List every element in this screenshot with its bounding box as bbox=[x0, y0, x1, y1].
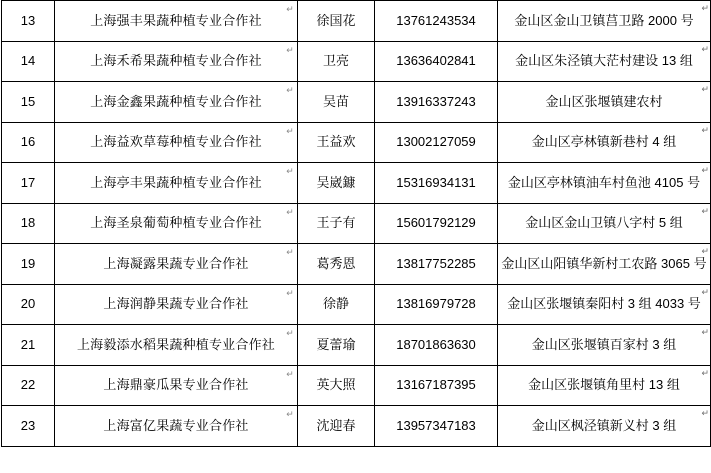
coop-name: 上海鼎豪瓜果专业合作社 bbox=[103, 377, 249, 393]
coop-name-cell bbox=[55, 284, 298, 325]
address: 金山区枫泾镇新义村 3 组 bbox=[531, 417, 677, 433]
table-row bbox=[2, 365, 711, 406]
address-cell bbox=[498, 365, 711, 406]
contact-person: 吴崴鏮 bbox=[316, 174, 356, 190]
coop-name: 上海益欢草莓种植专业合作社 bbox=[90, 134, 262, 150]
scan-artifact-icon: ↵ bbox=[701, 327, 709, 337]
row-index-cell bbox=[2, 41, 55, 82]
cooperatives-table bbox=[1, 0, 711, 447]
address: 金山区朱泾镇大茫村建设 13 组 bbox=[515, 53, 693, 69]
phone-cell bbox=[375, 1, 498, 42]
contact-person-cell bbox=[298, 82, 375, 123]
row-index: 22 bbox=[20, 377, 36, 393]
row-index: 16 bbox=[20, 134, 36, 150]
row-index-cell bbox=[2, 244, 55, 285]
contact-person: 王益欢 bbox=[316, 134, 356, 150]
phone-cell bbox=[375, 325, 498, 366]
coop-name: 上海强丰果蔬种植专业合作社 bbox=[90, 12, 262, 28]
row-index-cell bbox=[2, 82, 55, 123]
phone-number: 15601792129 bbox=[396, 215, 476, 231]
contact-person: 葛秀恩 bbox=[316, 255, 356, 271]
phone-number: 13916337243 bbox=[396, 93, 476, 109]
phone-cell bbox=[375, 163, 498, 204]
table-row bbox=[2, 1, 711, 42]
scan-artifact-icon: ↵ bbox=[286, 368, 294, 379]
coop-name: 上海富亿果蔬专业合作社 bbox=[103, 417, 249, 433]
contact-person: 卫亮 bbox=[322, 53, 349, 69]
phone-number: 18701863630 bbox=[396, 336, 476, 352]
scan-artifact-icon: ↵ bbox=[286, 287, 294, 298]
coop-name-cell bbox=[55, 365, 298, 406]
scan-artifact-icon: ↵ bbox=[701, 3, 709, 13]
scan-artifact-icon: ↵ bbox=[701, 205, 709, 216]
table-row bbox=[2, 406, 711, 447]
contact-person-cell bbox=[298, 325, 375, 366]
table-row bbox=[2, 122, 711, 163]
phone-number: 13002127059 bbox=[396, 134, 476, 150]
contact-person-cell bbox=[298, 406, 375, 447]
scan-artifact-icon: ↵ bbox=[286, 328, 294, 338]
row-index: 17 bbox=[20, 174, 36, 190]
scan-artifact-icon: ↵ bbox=[701, 246, 709, 256]
contact-person: 英大照 bbox=[316, 377, 356, 393]
coop-name-cell bbox=[55, 122, 298, 163]
address: 金山区张堰镇建农村 bbox=[545, 93, 663, 109]
address-cell bbox=[498, 1, 711, 42]
scan-artifact-icon: ↵ bbox=[286, 206, 294, 217]
scan-artifact-icon: ↵ bbox=[701, 124, 709, 135]
phone-cell bbox=[375, 244, 498, 285]
row-index: 18 bbox=[20, 215, 36, 231]
coop-name-cell bbox=[55, 163, 298, 204]
address-cell bbox=[498, 82, 711, 123]
table-row bbox=[2, 41, 711, 82]
phone-number: 13817752285 bbox=[396, 255, 476, 271]
address: 金山区金山卫镇八字村 5 组 bbox=[525, 215, 683, 231]
contact-person-cell bbox=[298, 163, 375, 204]
phone-number: 13167187395 bbox=[396, 377, 476, 393]
row-index-cell bbox=[2, 284, 55, 325]
contact-person-cell bbox=[298, 284, 375, 325]
scan-artifact-icon: ↵ bbox=[701, 43, 709, 54]
contact-person-cell bbox=[298, 1, 375, 42]
phone-cell bbox=[375, 82, 498, 123]
coop-name-cell bbox=[55, 41, 298, 82]
contact-person-cell bbox=[298, 203, 375, 244]
contact-person: 王子有 bbox=[316, 215, 356, 231]
address-cell bbox=[498, 284, 711, 325]
coop-name-cell bbox=[55, 244, 298, 285]
contact-person-cell bbox=[298, 244, 375, 285]
address: 金山区山阳镇华新村工农路 3065 号 bbox=[501, 255, 707, 271]
phone-cell bbox=[375, 41, 498, 82]
table-row bbox=[2, 284, 711, 325]
table-body bbox=[2, 1, 711, 447]
phone-number: 15316934131 bbox=[396, 174, 476, 190]
table-row bbox=[2, 244, 711, 285]
scan-artifact-icon: ↵ bbox=[701, 367, 709, 378]
coop-name-cell bbox=[55, 325, 298, 366]
coop-name: 上海禾希果蔬种植专业合作社 bbox=[90, 53, 262, 69]
address-cell bbox=[498, 406, 711, 447]
coop-name: 上海亭丰果蔬种植专业合作社 bbox=[90, 174, 262, 190]
phone-cell bbox=[375, 203, 498, 244]
contact-person-cell bbox=[298, 122, 375, 163]
address: 金山区张堰镇百家村 3 组 bbox=[531, 336, 677, 352]
contact-person: 夏蕾瑜 bbox=[316, 336, 356, 352]
address-cell bbox=[498, 203, 711, 244]
contact-person: 徐静 bbox=[322, 296, 349, 312]
table-row bbox=[2, 325, 711, 366]
row-index: 23 bbox=[20, 417, 36, 433]
address: 金山区张堰镇秦阳村 3 组 4033 号 bbox=[507, 296, 701, 312]
contact-person: 沈迎春 bbox=[316, 417, 356, 433]
coop-name-cell bbox=[55, 1, 298, 42]
scan-artifact-icon: ↵ bbox=[701, 84, 709, 94]
scan-artifact-icon: ↵ bbox=[286, 85, 294, 95]
phone-cell bbox=[375, 406, 498, 447]
address-cell bbox=[498, 325, 711, 366]
row-index-cell bbox=[2, 163, 55, 204]
address: 金山区张堰镇角里村 13 组 bbox=[528, 377, 680, 393]
scan-artifact-icon: ↵ bbox=[286, 247, 294, 257]
coop-name-cell bbox=[55, 82, 298, 123]
scan-artifact-icon: ↵ bbox=[286, 409, 294, 419]
scan-artifact-icon: ↵ bbox=[701, 286, 709, 297]
row-index: 20 bbox=[20, 296, 36, 312]
address-cell bbox=[498, 41, 711, 82]
contact-person: 吴苗 bbox=[322, 93, 349, 109]
scan-artifact-icon: ↵ bbox=[286, 44, 294, 55]
address: 金山区亭林镇新巷村 4 组 bbox=[531, 134, 677, 150]
table-row bbox=[2, 163, 711, 204]
contact-person-cell bbox=[298, 365, 375, 406]
address-cell bbox=[498, 163, 711, 204]
coop-name-cell bbox=[55, 406, 298, 447]
phone-cell bbox=[375, 365, 498, 406]
row-index-cell bbox=[2, 365, 55, 406]
scan-artifact-icon: ↵ bbox=[286, 4, 294, 14]
row-index: 21 bbox=[20, 336, 36, 352]
coop-name: 上海圣泉葡萄种植专业合作社 bbox=[90, 215, 262, 231]
row-index-cell bbox=[2, 1, 55, 42]
row-index-cell bbox=[2, 325, 55, 366]
row-index: 19 bbox=[20, 255, 36, 271]
row-index-cell bbox=[2, 122, 55, 163]
row-index-cell bbox=[2, 203, 55, 244]
table-row bbox=[2, 203, 711, 244]
phone-cell bbox=[375, 122, 498, 163]
coop-name: 上海润静果蔬专业合作社 bbox=[103, 296, 249, 312]
phone-number: 13816979728 bbox=[396, 296, 476, 312]
row-index: 13 bbox=[20, 12, 36, 28]
address-cell bbox=[498, 244, 711, 285]
coop-name: 上海凝露果蔬专业合作社 bbox=[103, 255, 249, 271]
coop-name-cell bbox=[55, 203, 298, 244]
contact-person: 徐国花 bbox=[316, 12, 356, 28]
scan-artifact-icon: ↵ bbox=[701, 408, 709, 418]
row-index: 15 bbox=[20, 93, 36, 109]
scan-artifact-icon: ↵ bbox=[286, 125, 294, 136]
coop-name: 上海毅添水稻果蔬种植专业合作社 bbox=[76, 336, 275, 352]
phone-number: 13761243534 bbox=[396, 12, 476, 28]
row-index: 14 bbox=[20, 53, 36, 69]
scan-artifact-icon: ↵ bbox=[701, 165, 709, 175]
contact-person-cell bbox=[298, 41, 375, 82]
address-cell bbox=[498, 122, 711, 163]
coop-name: 上海金鑫果蔬种植专业合作社 bbox=[90, 93, 262, 109]
address: 金山区金山卫镇莒卫路 2000 号 bbox=[514, 12, 694, 28]
row-index-cell bbox=[2, 406, 55, 447]
table-row bbox=[2, 82, 711, 123]
phone-number: 13957347183 bbox=[396, 417, 476, 433]
address: 金山区亭林镇油车村鱼池 4105 号 bbox=[507, 174, 701, 190]
scan-artifact-icon: ↵ bbox=[286, 166, 294, 176]
phone-number: 13636402841 bbox=[396, 53, 476, 69]
phone-cell bbox=[375, 284, 498, 325]
